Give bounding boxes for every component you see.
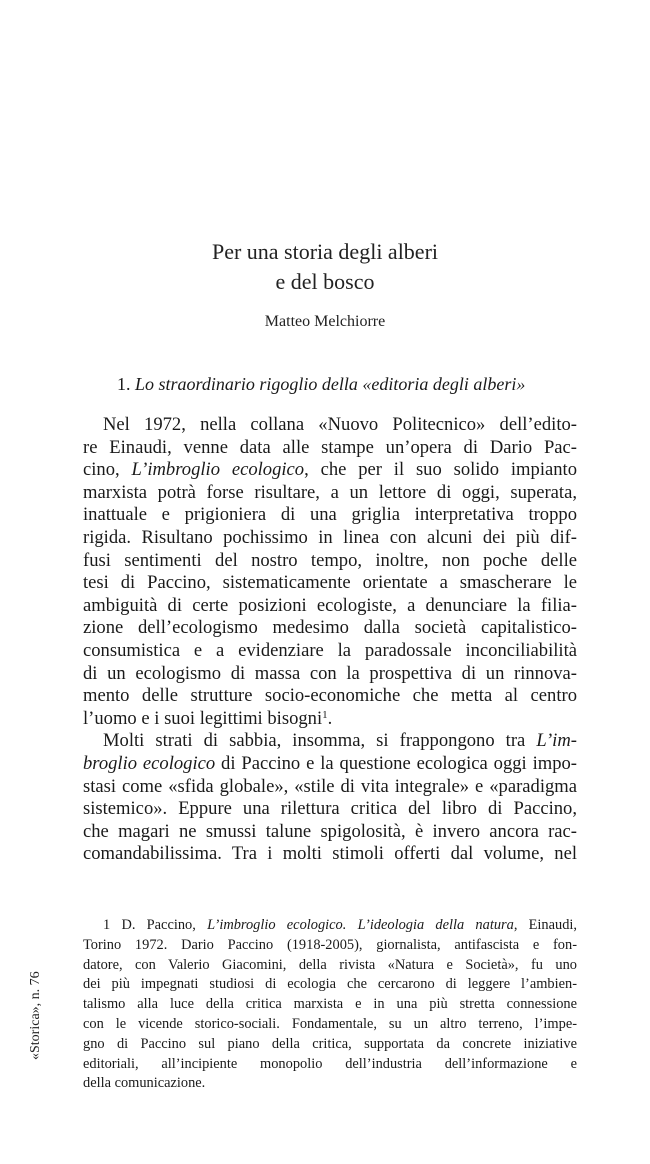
book-title-italic: L’imbroglio ecologico (131, 459, 305, 481)
body-line (83, 730, 577, 753)
body-line: inattuale e prigioniera di una griglia interpretativa troppo (83, 504, 577, 526)
body-line: stasi come «sfida globale», «stile di vita integrale» e «paradigma (83, 775, 577, 797)
body-line (83, 708, 577, 731)
footnote-line: con le vicende storico-sociali. Fondamentale, su un altro terreno, l’impe- (83, 1015, 577, 1032)
footnote-line: Torino 1972. Dario Paccino (1918-2005), giornalista, antifascista e fon- (83, 936, 577, 953)
footnote-line: datore, con Valerio Giacomini, della rivista «Natura e Società», fu uno (83, 956, 577, 973)
body-line: sistemico». Eppure una rilettura critica del libro di Paccino, (83, 798, 577, 820)
footnote-text-span: D. Paccino, (110, 917, 208, 933)
body-text-span: Molti strati di sabbia, insomma, si frappongono tra (103, 730, 526, 752)
footnote-book-title: L’imbroglio ecologico. L’ideologia della natura (207, 917, 514, 933)
footnote-line: della comunicazione. (83, 1075, 206, 1092)
book-title-italic: broglio ecologico (83, 752, 216, 774)
footnote-line: talismo alla luce della critica marxista e in una più stretta connessione (83, 996, 577, 1013)
book-title-italic: L’im- (536, 730, 577, 752)
author-name: Matteo Melchiorre (264, 313, 386, 330)
body-line: Nel 1972, nella collana «Nuovo Politecnico» dell’edito- (103, 414, 577, 435)
body-line: rigida. Risultano pochissimo in linea con alcuni dei più dif- (83, 526, 577, 548)
section-title: Lo straordinario rigoglio della «editoria degli alberi» (135, 374, 526, 394)
body-text-span: . (327, 707, 333, 729)
body-line: consumistica e a evidenziare la paradossale inconciliabilità (83, 639, 577, 661)
body-line: tesi di Paccino, sistematicamente orientate a smascherare le (83, 572, 577, 594)
journal-running-head: «Storica», n. 76 (28, 971, 43, 1060)
body-text-span: l’uomo e i suoi legittimi bisogni (83, 707, 323, 729)
body-line: che magari ne smussi talune spigolosità, è invero ancora rac- (83, 820, 577, 842)
body-line: fusi sentimenti del nostro tempo, inoltre, non poche delle (83, 549, 577, 571)
footnote-line: gno di Paccino sul piano della critica, supportata da concrete iniziative (83, 1035, 577, 1052)
footnote-text-span: , Einaudi, (513, 917, 578, 933)
section-heading (117, 372, 525, 396)
title-line-2: e del bosco (275, 269, 375, 294)
title-line-1: Per una storia degli alberi (211, 239, 439, 264)
body-line: mento delle strutture socio-economiche che metta al centro (83, 685, 577, 707)
body-line: marxista potrà forse risultare, a un lettore di oggi, superata, (83, 481, 577, 503)
body-line (83, 459, 577, 482)
footnote-reference[interactable]: 1 (322, 708, 328, 721)
footnote-line: dei più impegnati studiosi di ecologia che cercarono di leggere l’ambien- (83, 976, 577, 993)
body-line: zione dell’ecologismo medesimo dalla società capitalistico- (83, 617, 577, 639)
footnote-number: 1 (103, 917, 111, 933)
footnote-line: editoriali, all’incipiente monopolio dell’industria dell’informazione e (83, 1055, 577, 1072)
body-text (83, 414, 577, 866)
body-text-span: cino, (83, 459, 132, 481)
body-line (83, 753, 577, 776)
footnote (83, 916, 577, 1094)
footnote-line (83, 916, 577, 936)
body-line: re Einaudi, venne data alle stampe un’opera di Dario Pac- (83, 436, 577, 458)
body-line: di un ecologismo di massa con la prospettiva di un rinnova- (83, 662, 577, 684)
section-number: 1. (117, 374, 131, 394)
body-text-span: di Paccino e la questione ecologica oggi impo- (215, 752, 577, 774)
body-line: comandabilissima. Tra i molti stimoli offerti dal volume, nel (83, 843, 577, 865)
body-line: ambiguità di certe posizioni ecologiste, a denunciare la filia- (83, 594, 577, 616)
body-text-span: , che per il suo solido impianto (304, 459, 577, 481)
